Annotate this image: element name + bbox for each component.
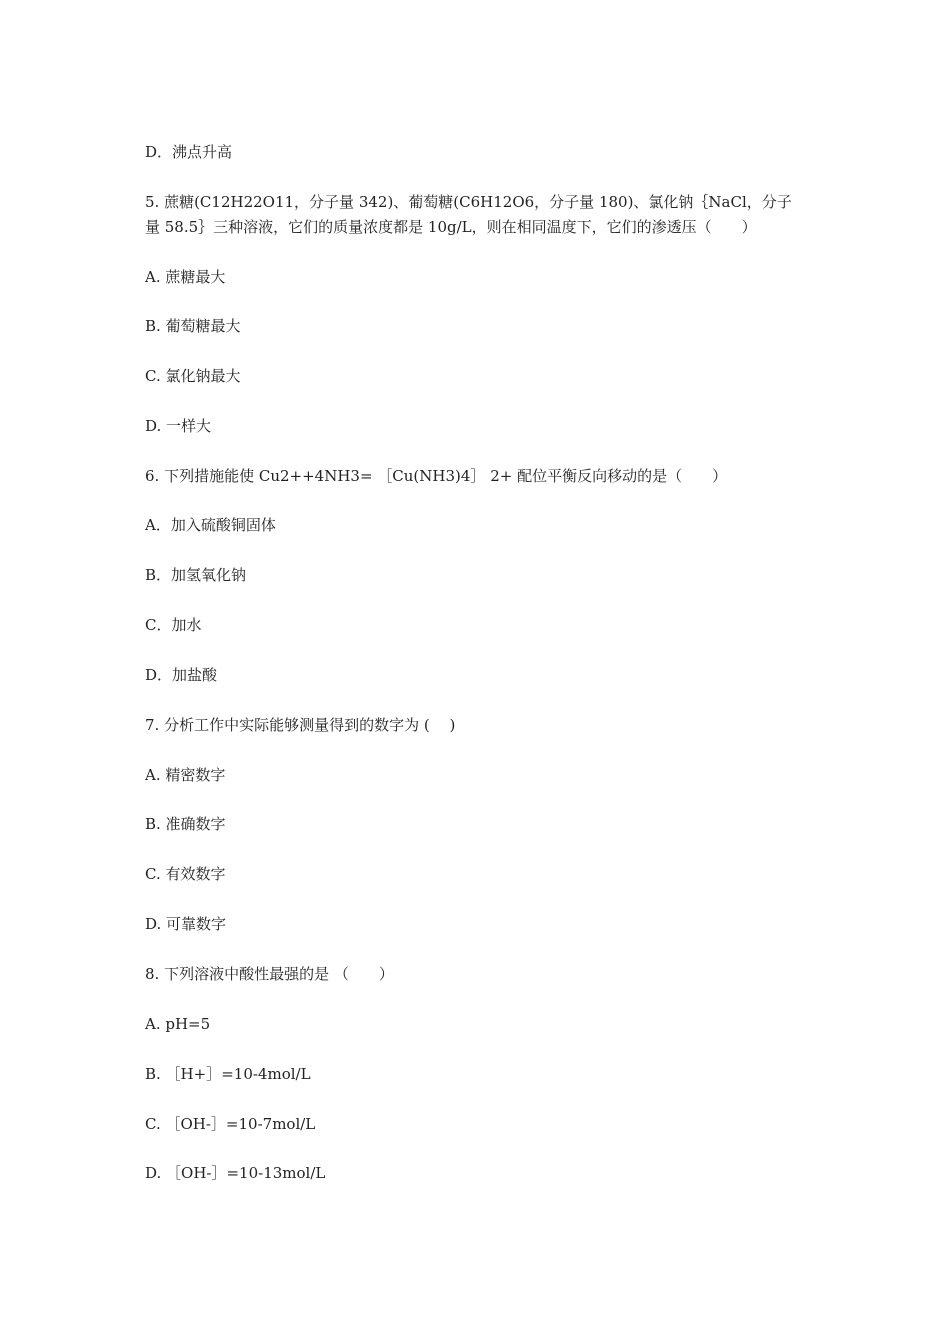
q5-stem-line1: 5. 蔗糖(C12H22O11，分子量 342)、葡萄糖(C6H12O6，分子量 180)、氯化钠｛NaCl，分子 bbox=[145, 193, 792, 211]
q7-stem: 7. 分析工作中实际能够测量得到的数字为 ( ) bbox=[145, 716, 456, 734]
q6-option-d: D．加盐酸 bbox=[145, 666, 218, 684]
q6-option-b: B．加氢氧化钠 bbox=[145, 566, 247, 584]
q5-option-b: B. 葡萄糖最大 bbox=[145, 317, 241, 335]
q8-option-b: B. ［H+］=10-4mol/L bbox=[145, 1065, 311, 1083]
q7-option-c: C. 有效数字 bbox=[145, 865, 226, 883]
q7-option-b: B. 准确数字 bbox=[145, 815, 226, 833]
q5-option-c: C. 氯化钠最大 bbox=[145, 367, 241, 385]
q6-option-a: A．加入硫酸铜固体 bbox=[145, 516, 276, 534]
q7-option-a: A. 精密数字 bbox=[145, 766, 226, 784]
q4-option-d: D．沸点升高 bbox=[145, 143, 233, 161]
q8-stem: 8. 下列溶液中酸性最强的是 （ ） bbox=[145, 965, 394, 983]
q6-stem: 6. 下列措施能使 Cu2++4NH3= ［Cu(NH3)4］ 2+ 配位平衡反向移动的是（ ） bbox=[145, 467, 728, 485]
q7-option-d: D. 可靠数字 bbox=[145, 915, 227, 933]
q5-stem-line2: 量 58.5｝三种溶液，它们的质量浓度都是 10g/L，则在相同温度下，它们的渗透压（ ） bbox=[145, 218, 757, 236]
q8-option-d: D. ［OH-］=10-13mol/L bbox=[145, 1164, 326, 1182]
q5-option-a: A. 蔗糖最大 bbox=[145, 268, 226, 286]
q5-option-d: D. 一样大 bbox=[145, 417, 212, 435]
q8-option-a: A. pH=5 bbox=[145, 1015, 211, 1033]
q6-option-c: C．加水 bbox=[145, 616, 202, 634]
q8-option-c: C. ［OH-］=10-7mol/L bbox=[145, 1115, 316, 1133]
